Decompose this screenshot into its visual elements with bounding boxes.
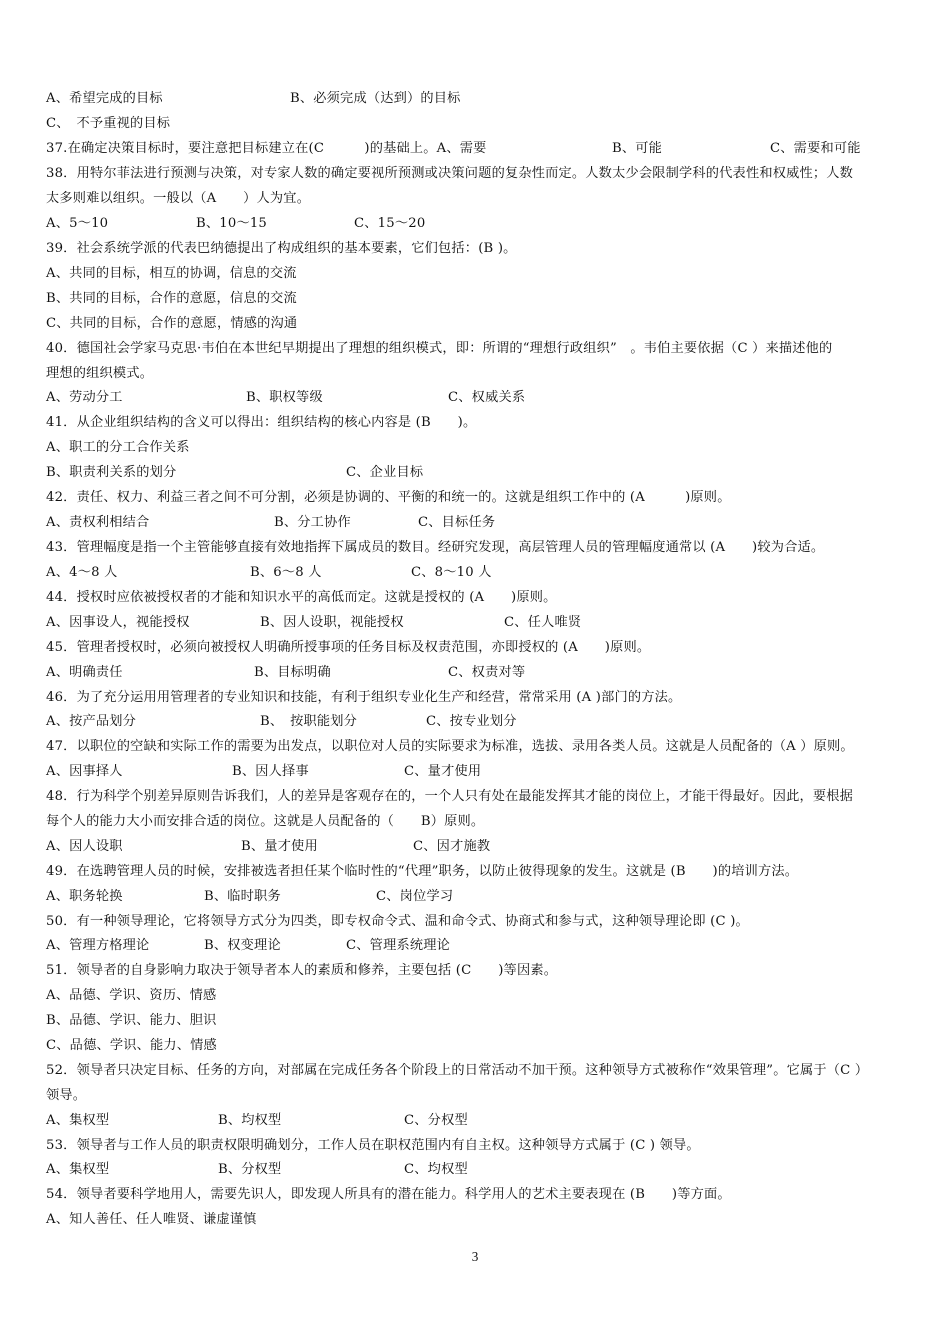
answer-option: B、因人设职，视能授权 (260, 615, 404, 630)
answer-option: B、均权型 (218, 1113, 282, 1128)
answer-option: B、分工协作 (274, 515, 351, 530)
text-segment: 42．责任、权力、利益三者之间不可分割，必须是协调的、平衡的和统一的。这就是组织工作中的 (A )原则。 (46, 490, 731, 505)
answer-option: B、目标明确 (254, 665, 331, 680)
answer-option: C、15～20 (354, 216, 426, 231)
text-segment: B、品德、学识、能力、胆识 (46, 1013, 217, 1028)
answer-option: C、企业目标 (346, 465, 424, 480)
text-segment: C、 不予重视的目标 (46, 116, 171, 131)
text-segment: 太多则难以组织。一般以（A ）人为宜。 (46, 191, 311, 206)
answer-option: B、临时职务 (204, 889, 281, 904)
answer-option: A、按产品划分 (46, 714, 137, 729)
answer-option: A、明确责任 (46, 665, 123, 680)
page-number: 3 (471, 1249, 479, 1264)
answer-option: C、按专业划分 (426, 714, 517, 729)
answer-option: C、因才施教 (413, 839, 491, 854)
answer-option: A、因事设人，视能授权 (46, 615, 190, 630)
answer-option: C、权威关系 (448, 390, 526, 405)
text-segment: 理想的组织模式。 (46, 366, 154, 381)
answer-option: A、5～10 (46, 216, 109, 231)
answer-option: A、集权型 (46, 1162, 110, 1177)
answer-option: B、职权等级 (246, 390, 323, 405)
answer-option: C、均权型 (404, 1162, 468, 1177)
text-line: 38．用特尔菲法进行预测与决策，对专家人数的确定要视所预测或决策问题的复杂性而定。人数太少会限制学科的代表性和权威性；人数 (46, 166, 854, 181)
text-segment: 46．为了充分运用用管理者的专业知识和技能，有利于组织专业化生产和经营，常常采用 (A )部门的方法。 (46, 690, 682, 705)
text-segment: 49．在选聘管理人员的时候，安排被选者担任某个临时性的“代理”职务，以防止彼得现象的发生。这就是 (B )的培训方法。 (46, 864, 799, 879)
text-segment: C、共同的目标，合作的意愿，情感的沟通 (46, 316, 298, 331)
answer-option: B、必须完成（达到）的目标 (290, 91, 461, 106)
text-segment: A、品德、学识、资历、情感 (46, 988, 217, 1003)
answer-option: C、量才使用 (404, 764, 482, 779)
answer-option: C、目标任务 (418, 515, 496, 530)
text-line: 40．德国社会学家马克思·韦伯在本世纪早期提出了理想的组织模式，即：所谓的“理想行政组织” 。韦伯主要依据（C ）来描述他的 (46, 341, 833, 356)
text-line: 48．行为科学个别差异原则告诉我们，人的差异是客观存在的，一个人只有处在最能发挥其才能的岗位上，才能干得最好。因此，要根据 (46, 789, 854, 804)
answer-option: C、权责对等 (448, 665, 526, 680)
answer-option: B、可能 (612, 141, 663, 156)
text-segment: 每个人的能力大小而安排合适的岗位。这就是人员配备的（ B）原则。 (46, 814, 485, 829)
answer-option: C、需要和可能 (770, 141, 861, 156)
text-line: 52．领导者只决定目标、任务的方向，对部属在完成任务各个阶段上的日常活动不加干预。这种领导方式被称作“效果管理”。它属于（C ） (46, 1063, 869, 1078)
text-segment: C、品德、学识、能力、情感 (46, 1038, 217, 1053)
answer-option: A、集权型 (46, 1113, 110, 1128)
answer-option: B、6～8 人 (250, 565, 322, 580)
answer-option: C、任人唯贤 (504, 615, 582, 630)
text-segment: 45．管理者授权时，必须向被授权人明确所授事项的任务目标及权责范围，亦即授权的 (A )原则。 (46, 640, 651, 655)
answer-option: B、职责利关系的划分 (46, 465, 177, 480)
answer-option: A、职务轮换 (46, 889, 123, 904)
answer-option: A、责权利相结合 (46, 515, 150, 530)
text-segment: 53．领导者与工作人员的职责权限明确划分，工作人员在职权范围内有自主权。这种领导方式属于 (C ) 领导。 (46, 1138, 700, 1153)
answer-option: C、岗位学习 (376, 889, 454, 904)
text-segment: 领导。 (46, 1088, 87, 1103)
answer-option: A、因事择人 (46, 764, 123, 779)
answer-option: B、因人择事 (232, 764, 309, 779)
text-segment: 44．授权时应依被授权者的才能和知识水平的高低而定。这就是授权的 (A )原则。 (46, 590, 557, 605)
text-segment: 51．领导者的自身影响力取决于领导者本人的素质和修养，主要包括 (C )等因素。 (46, 963, 558, 978)
text-segment: A、共同的目标，相互的协调，信息的交流 (46, 266, 297, 281)
text-segment: 43．管理幅度是指一个主管能够直接有效地指挥下属成员的数目。经研究发现，高层管理人员的管理幅度通常以 (A )较为合适。 (46, 540, 825, 555)
text-segment: A、职工的分工合作关系 (46, 440, 190, 455)
answer-option: C、管理系统理论 (346, 938, 451, 953)
answer-option: B、10～15 (196, 216, 268, 231)
answer-option: B、分权型 (218, 1162, 282, 1177)
answer-option: C、分权型 (404, 1113, 468, 1128)
answer-option: B、权变理论 (204, 938, 281, 953)
answer-option: C、8～10 人 (411, 565, 492, 580)
answer-option: B、 按职能划分 (260, 714, 358, 729)
answer-option: A、管理方格理论 (46, 938, 150, 953)
answer-option: A、4～8 人 (46, 565, 118, 580)
answer-option: A、因人设职 (46, 839, 123, 854)
text-segment: 41．从企业组织结构的含义可以得出：组织结构的核心内容是 (B )。 (46, 415, 477, 430)
text-segment: 47．以职位的空缺和实际工作的需要为出发点，以职位对人员的实际要求为标准，选拔、录用各类人员。这就是人员配备的（A ）原则。 (46, 739, 854, 754)
text-segment: 39．社会系统学派的代表巴纳德提出了构成组织的基本要素，它们包括：(B )。 (46, 241, 517, 256)
text-segment: 54．领导者要科学地用人，需要先识人，即发现人所具有的潜在能力。科学用人的艺术主要表现在 (B )等方面。 (46, 1187, 731, 1202)
text-segment: B、共同的目标，合作的意愿，信息的交流 (46, 291, 297, 306)
answer-option: A、希望完成的目标 (46, 91, 163, 106)
text-segment: 50．有一种领导理论，它将领导方式分为四类，即专权命令式、温和命令式、协商式和参与式，这种领导理论即 (C )。 (46, 914, 749, 929)
text-segment: A、知人善任、任人唯贤、谦虚谨慎 (46, 1212, 257, 1227)
answer-option: B、量才使用 (241, 839, 318, 854)
answer-option: 37.在确定决策目标时，要注意把目标建立在(C )的基础上。A、需要 (46, 141, 487, 156)
answer-option: A、劳动分工 (46, 390, 123, 405)
